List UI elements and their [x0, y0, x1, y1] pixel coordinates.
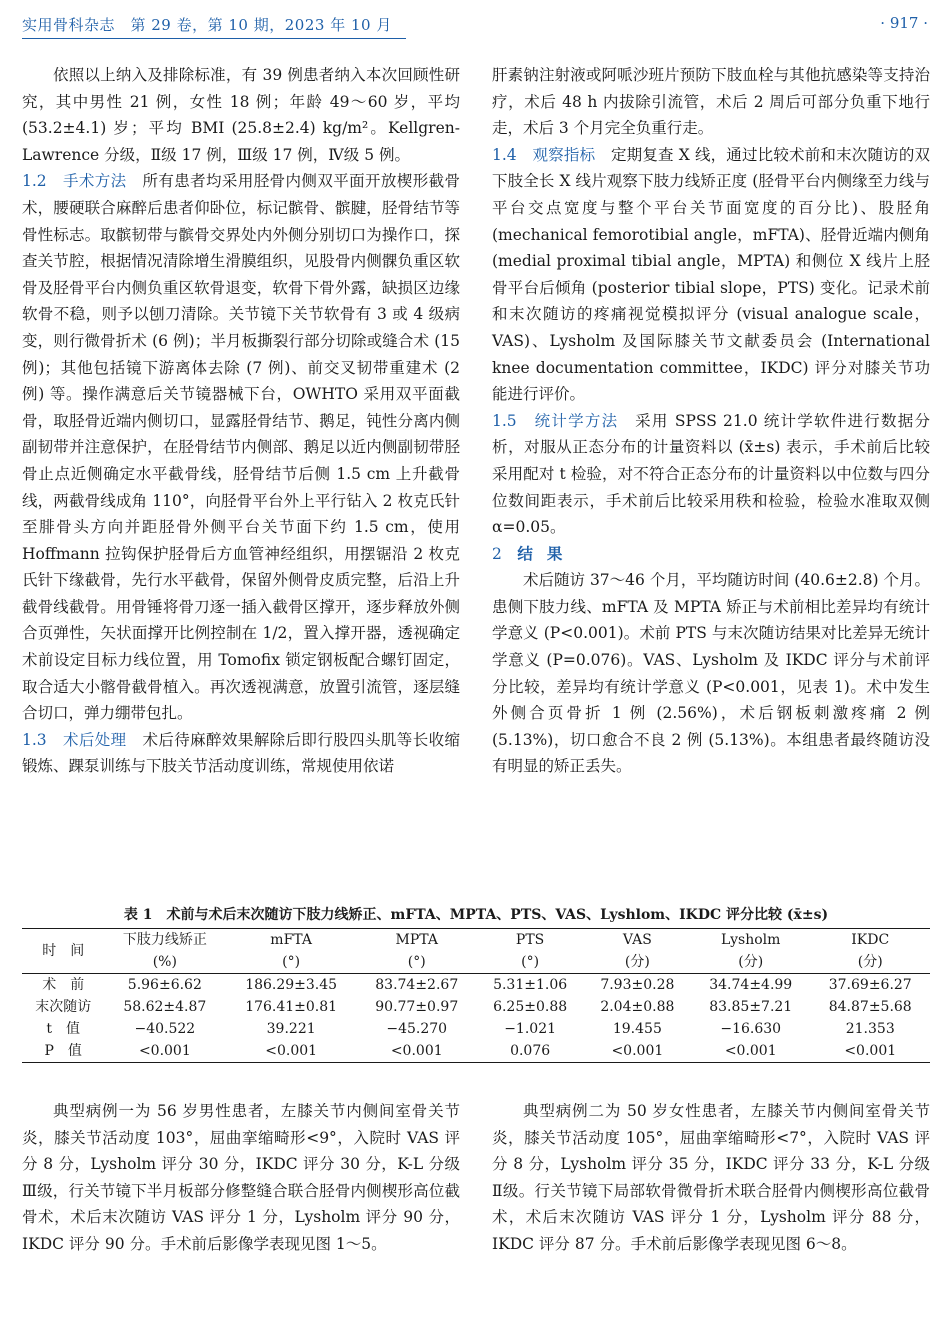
journal-header: 实用骨科杂志 第 29 卷，第 10 期，2023 年 10 月 — [22, 16, 392, 34]
table-cell: <0.001 — [584, 1040, 691, 1063]
table-cell: t 值 — [46, 1021, 81, 1037]
section-1-2-body: 所有患者均采用胫骨内侧双平面开放楔形截骨术，腰硬联合麻醉后患者仰卧位，标记髌骨、髌腱，胫骨结节等骨性标志。取髌韧带与髌骨交界处内外侧分别切口为操作口，探查关节腔，根据情况清除增生滑膜组织，见股骨内侧髁负重区软骨及胫骨平台内侧负重区软骨退变，软骨下骨外露，缺损区边缘软骨不稳，则予以刨刀清除。关节镜下关节软骨有 3 或 4 级病变，则行微骨折术 (6 例)；半月板撕裂行部分切除或缝合术 (15 例)；其他包括镜下游离体去除 (7 例)、前交叉韧带重建术 (2 例) 等。操作满意后关节镜器械下台，OWHTO 采用双平面截骨，取胫骨近端内侧切口，显露胫骨结节、鹅足，钝性分离内侧副韧带并注意保护，在胫骨结节内侧部、鹅足以近内侧副韧带胫骨止点近侧确定水平截骨线，胫骨结节后侧 1.5 cm 上升截骨线，两截骨线成角 110°，向胫骨平台外上平行钻入 2 枚克氏针至腓骨头方向并距胫骨外侧平台关节面下约 1.5 cm，使用 Hoffmann 拉钩保护胫骨后方血管神经组织，用摆锯沿 2 枚克氏针下缘截骨，先行水平截骨，保留外侧骨皮质完整，后沿上升截骨线截骨。用骨锤将骨刀逐一插入截骨区撑开，逐步释放外侧合页弹性，矢状面撑开比例控制在 1/2，置入撑开器，透视确定术前设定目标力线位置，用 Tomofix 锁定钢板配合螺钉固定，取合适大小髂骨截骨植入。再次透视满意，放置引流管，逐层缝合切口，弹力绷带包扎。 — [22, 172, 460, 723]
table-cell: <0.001 — [810, 1040, 930, 1063]
table-cell: 58.62±4.87 — [123, 999, 207, 1015]
table-header-unit: (°) — [357, 951, 476, 974]
table-cell: P 值 — [22, 1040, 104, 1063]
section-2-number: 2 — [492, 544, 502, 563]
table-header-unit: (°) — [225, 951, 357, 974]
right-column — [492, 62, 930, 780]
table-cell: 176.41±0.81 — [245, 999, 338, 1015]
table-cell: 186.29±3.45 — [245, 977, 338, 993]
table-cell: 37.69±6.27 — [828, 977, 912, 993]
section-1-2-heading: 1.2 手术方法 — [22, 172, 127, 191]
table-caption: 表 1 术前与术后末次随访下肢力线矫正、mFTA、MPTA、PTS、VAS、Lyshlom、IKDC 评分比较 (x̄±s) — [123, 907, 829, 923]
case-2-paragraph: 典型病例二为 50 岁女性患者，左膝关节内侧间室骨关节炎，膝关节活动度 105°，屈曲挛缩畸形<7°，入院时 VAS 评分 8 分，Lysholm 评分 35 分，IKDC 评分 33 分，K-L 分级Ⅱ级。行关节镜下局部软骨微骨折术联合胫骨内侧楔形高位截骨术，术后末次随访 VAS 评分 1 分，Lysholm 评分 88 分，IKDC 评分 87 分。手术前后影像学表现见图 6～8。 — [492, 1102, 930, 1253]
table-header-unit: (分) — [810, 951, 930, 974]
table-cell: 6.25±0.88 — [493, 999, 568, 1015]
table-header: Lysholm — [691, 929, 810, 952]
table-row — [22, 1018, 930, 1040]
section-1-3-heading: 1.3 术后处理 — [22, 730, 127, 749]
table-cell: <0.001 — [225, 1040, 357, 1063]
table-cell: 0.076 — [476, 1040, 583, 1063]
table-row — [22, 996, 930, 1018]
section-1-3 — [22, 727, 460, 780]
table-header-time: 时 间 — [22, 929, 104, 974]
table-header-row-1 — [22, 929, 930, 952]
table-header-unit: (分) — [691, 951, 810, 974]
table-header: PTS — [476, 929, 583, 952]
section-1-4 — [492, 142, 930, 408]
section-1-4-heading: 1.4 观察指标 — [492, 145, 596, 164]
inclusion-paragraph: 依照以上纳入及排除标准，有 39 例患者纳入本次回顾性研究，其中男性 21 例，女性 18 例；年龄 49～60 岁，平均 (53.2±4.1) 岁；平均 BMI (25.8±2.4) kg/m²。Kellgren-Lawrence 分级，Ⅱ级 17 例，Ⅲ级 17 例，Ⅳ级 5 例。 — [22, 66, 460, 164]
table-header-unit: (%) — [104, 951, 225, 974]
section-1-2 — [22, 168, 460, 726]
table-header: IKDC — [810, 929, 930, 952]
table-header: mFTA — [225, 929, 357, 952]
table-row — [22, 1040, 930, 1063]
section-1-5-heading: 1.5 统计学方法 — [492, 411, 619, 430]
table-cell: 5.96±6.62 — [127, 977, 202, 993]
table-cell: 术 前 — [42, 977, 85, 993]
section-2-heading — [492, 541, 930, 568]
table-cell: 84.87±5.68 — [828, 999, 912, 1015]
table-cell: <0.001 — [104, 1040, 225, 1063]
case-2-column — [492, 1098, 930, 1258]
table-header: 下肢力线矫正 — [104, 929, 225, 952]
header-rule — [22, 38, 406, 39]
page-number: · 917 · — [880, 14, 928, 32]
table-cell: 5.31±1.06 — [493, 977, 568, 993]
table-cell: <0.001 — [357, 1040, 476, 1063]
table-cell: 2.04±0.88 — [600, 999, 675, 1015]
table-header-row-2 — [22, 951, 930, 974]
table-cell: −16.630 — [720, 1021, 782, 1037]
table-cell: 7.93±0.28 — [600, 977, 675, 993]
section-1-4-body: 定期复查 X 线，通过比较术前和末次随访的双下肢全长 X 线片观察下肢力线矫正度 (胫骨平台内侧缘至力线与平台交点宽度与整个平台关节面宽度的百分比)、股胫角 (mechanical femorotibial angle，mFTA)、胫骨近端内侧角 (medial proximal tibial angle，MPTA) 和侧位 X 线片上胫骨平台后倾角 (posterior tibial slope，PTS) 变化。记录术前和末次随访的疼痛视觉模拟评分 (visual analogue scale，VAS)、Lysholm 及国际膝关节文献委员会 (International knee documentation committee，IKDC) 评分对膝关节功能进行评价。 — [492, 145, 931, 404]
table-cell: −40.522 — [134, 1021, 196, 1037]
table-cell: −1.021 — [504, 1021, 557, 1037]
table-row — [22, 974, 930, 997]
results-table — [22, 928, 930, 1063]
table-cell: 19.455 — [612, 1021, 662, 1037]
case-1-column — [22, 1098, 460, 1258]
table-cell: 34.74±4.99 — [709, 977, 793, 993]
table-cell: <0.001 — [691, 1040, 810, 1063]
table-cell: 39.221 — [266, 1021, 316, 1037]
table-cell: 83.85±7.21 — [709, 999, 793, 1015]
table-header: MPTA — [357, 929, 476, 952]
table-cell: 83.74±2.67 — [375, 977, 459, 993]
table-cell: 末次随访 — [35, 999, 92, 1015]
results-paragraph: 术后随访 37～46 个月，平均随访时间 (40.6±2.8) 个月。患侧下肢力线、mFTA 及 MPTA 矫正与术前相比差异均有统计学意义 (P<0.001)。术前 PTS 与末次随访结果对比差异无统计学意义 (P=0.076)。VAS、Lysholm 及 IKDC 评分与术前评分比较，差异均有统计学意义 (P<0.001，见表 1)。术中发生外侧合页骨折 1 例 (2.56%)，术后钢板刺激疼痛 2 例 (5.13%)，切口愈合不良 2 例 (5.13%)。本组患者最终随访没有明显的矫正丢失。 — [492, 571, 930, 776]
left-column — [22, 62, 460, 780]
section-1-5-body: 采用 SPSS 21.0 统计学软件进行数据分析，对服从正态分布的计量资料以 (x̄±s) 表示，手术前后比较采用配对 t 检验，对不符合正态分布的计量资料以中位数与四分位数间距表示，手术前后比较采用秩和检验，检验水准取双侧 α=0.05。 — [492, 411, 930, 537]
section-2-title: 结果 — [517, 543, 577, 563]
table-header-unit: (°) — [476, 951, 583, 974]
case-1-paragraph: 典型病例一为 56 岁男性患者，左膝关节内侧间室骨关节炎，膝关节活动度 103°，屈曲挛缩畸形<9°，入院时 VAS 评分 8 分，Lysholm 评分 30 分，IKDC 评分 30 分，K-L 分级Ⅲ级，行关节镜下半月板部分修整缝合联合胫骨内侧楔形高位截骨术，术后末次随访 VAS 评分 1 分，Lysholm 评分 90 分，IKDC 评分 90 分。手术前后影像学表现见图 1～5。 — [22, 1102, 460, 1253]
section-1-5 — [492, 408, 930, 541]
table-cell: 21.353 — [845, 1021, 895, 1037]
table-cell: 90.77±0.97 — [375, 999, 459, 1015]
table-header: VAS — [584, 929, 691, 952]
table-cell: −45.270 — [386, 1021, 448, 1037]
table-header-unit: (分) — [584, 951, 691, 974]
postop-continued: 肝素钠注射液或阿哌沙班片预防下肢血栓与其他抗感染等支持治疗，术后 48 h 内拔除引流管，术后 2 周后可部分负重下地行走，术后 3 个月完全负重行走。 — [492, 66, 930, 138]
section-1-3-body: 术后待麻醉效果解除后即行股四头肌等长收缩锻炼、踝泵训练与下肢关节活动度训练，常规使用依诺 — [22, 730, 460, 776]
